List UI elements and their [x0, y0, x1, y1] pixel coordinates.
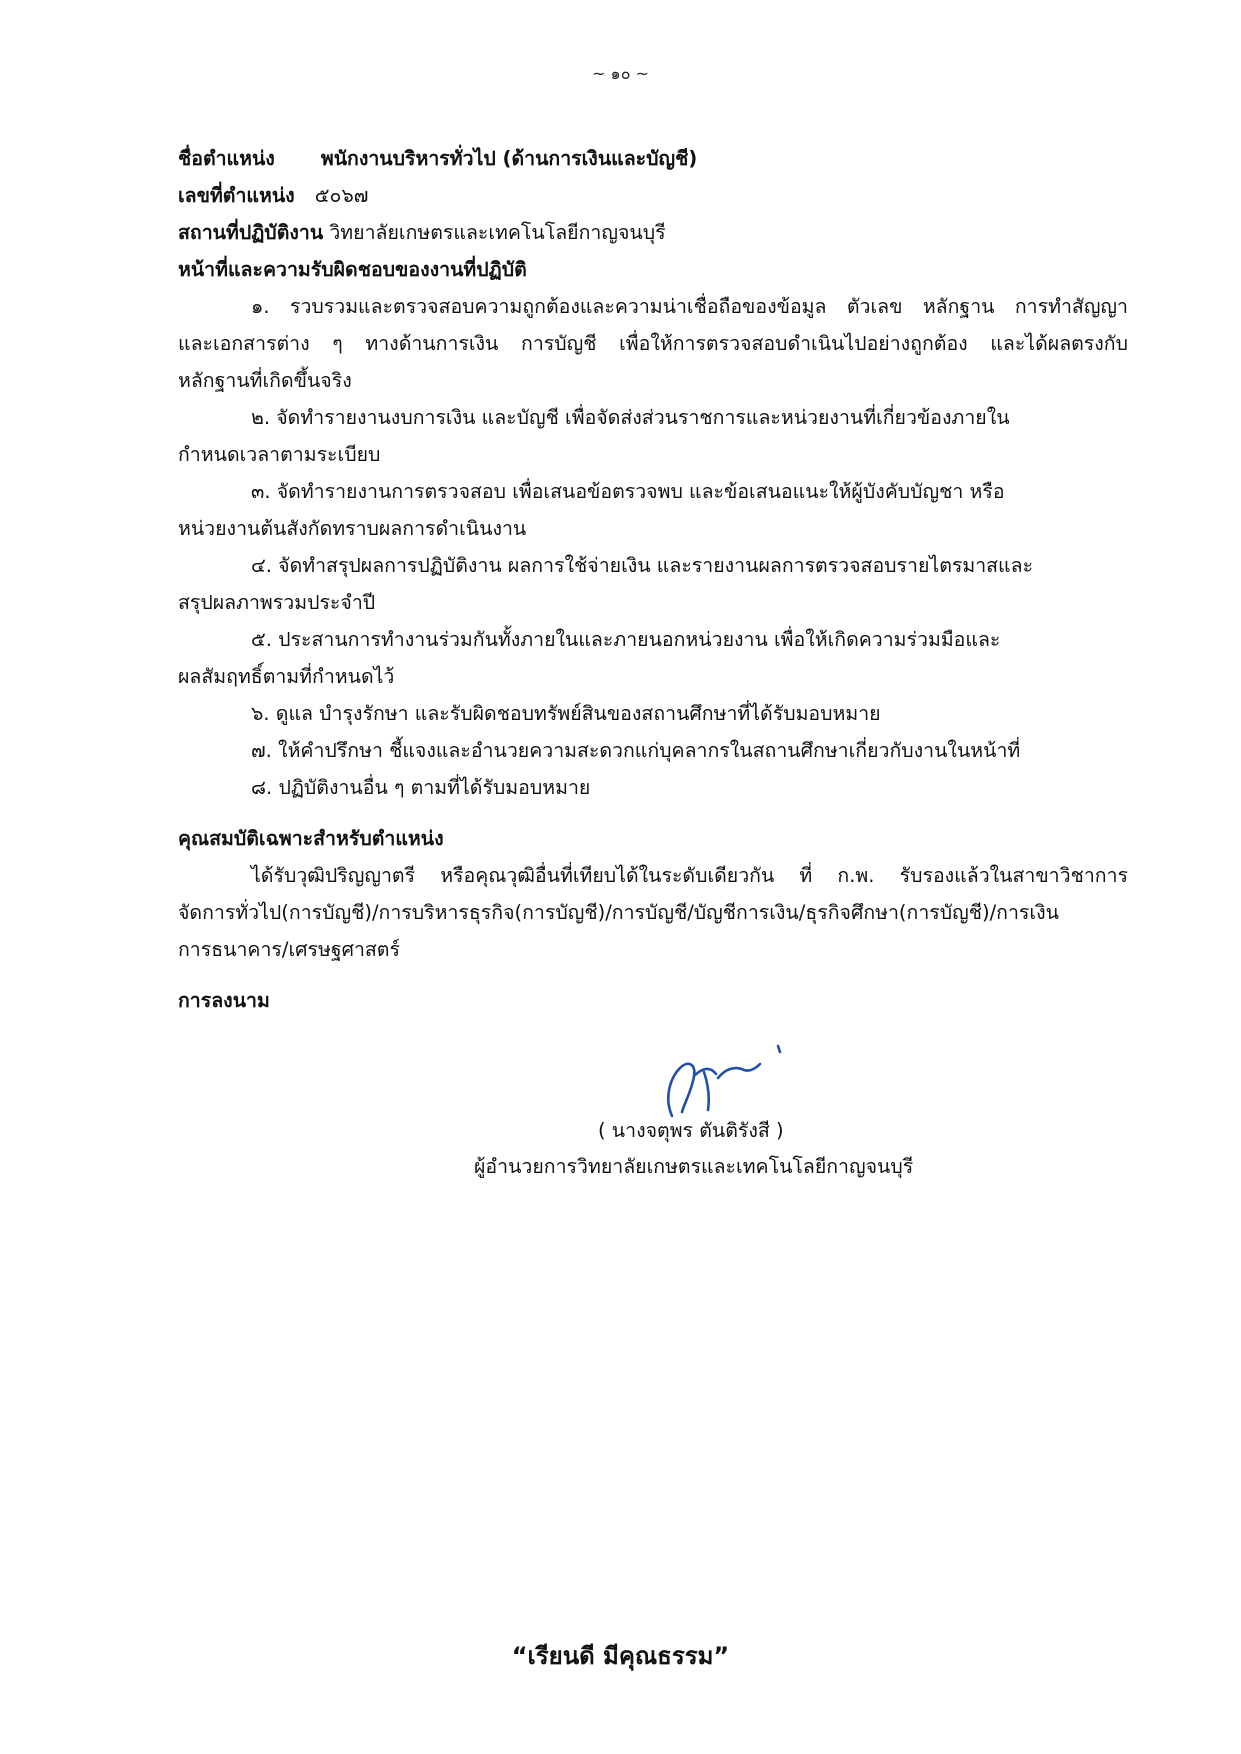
position-title-row — [178, 140, 1128, 177]
signatory-name: ( นางจตุพร ตันติรังสี ) — [598, 1119, 784, 1142]
signing-heading: การลงนาม — [178, 989, 270, 1012]
duties-heading: หน้าที่และความรับผิดชอบของงานที่ปฏิบัติ — [178, 258, 527, 281]
workplace-value: วิทยาลัยเกษตรและเทคโนโลยีกาญจนบุรี — [329, 221, 666, 244]
duty-line: ๓. จัดทำรายงานการตรวจสอบ เพื่อเสนอข้อตรวจพบ และข้อเสนอแนะให้ผู้บังคับบัญชา หรือ — [251, 480, 1005, 503]
duty-line: สรุปผลภาพรวมประจำปี — [178, 591, 376, 614]
signatory-title: ผู้อำนวยการวิทยาลัยเกษตรและเทคโนโลยีกาญจนบุรี — [474, 1155, 914, 1178]
qualification-line: จัดการทั่วไป(การบัญชี)/การบริหารธุรกิจ(การบัญชี)/การบัญชี/บัญชีการเงิน/ธุรกิจศึกษา(การบัญชี)/การเงิน — [178, 901, 1059, 924]
duty-line: ๒. จัดทำรายงานงบการเงิน และบัญชี เพื่อจัดส่งส่วนราชการและหน่วยงานที่เกี่ยวข้องภายใน — [251, 406, 1010, 429]
duty-item-7 — [178, 732, 1128, 769]
position-number-row — [178, 177, 1128, 214]
duty-item-3 — [178, 473, 1128, 547]
qualifications-text — [178, 857, 1128, 968]
qualification-line: ได้รับวุฒิปริญญาตรี หรือคุณวุฒิอื่นที่เทียบได้ในระดับเดียวกัน ที่ ก.พ. รับรองแล้วในสาขาวิชาการ — [251, 864, 1128, 887]
motto: “เรียนดี มีคุณธรรม” — [511, 1642, 730, 1670]
qualifications-heading: คุณสมบัติเฉพาะสำหรับตำแหน่ง — [178, 827, 444, 850]
duty-line: และเอกสารต่าง ๆ ทางด้านการเงิน การบัญชี เพื่อให้การตรวจสอบดำเนินไปอย่างถูกต้อง และได้ผลตรงกับ — [178, 332, 1128, 355]
position-number-value: ๕๐๖๗ — [314, 184, 369, 207]
duty-item-4 — [178, 547, 1128, 621]
duty-item-1 — [178, 288, 1128, 399]
duty-line: ๔. จัดทำสรุปผลการปฏิบัติงาน ผลการใช้จ่ายเงิน และรายงานผลการตรวจสอบรายไตรมาสและ — [251, 554, 1034, 577]
position-title-value: พนักงานบริหารทั่วไป (ด้านการเงินและบัญชี) — [320, 147, 698, 170]
page-number: ~ ๑๐ ~ — [592, 64, 649, 83]
duty-line: กำหนดเวลาตามระเบียบ — [178, 443, 381, 466]
duty-item-6 — [178, 695, 1128, 732]
workplace-row — [178, 214, 1128, 251]
duty-item-5 — [178, 621, 1128, 695]
duty-line: ๕. ประสานการทำงานร่วมกันทั้งภายในและภายนอกหน่วยงาน เพื่อให้เกิดความร่วมมือและ — [251, 628, 1001, 651]
duty-line: ๘. ปฏิบัติงานอื่น ๆ ตามที่ได้รับมอบหมาย — [251, 776, 591, 799]
duty-line: ๗. ให้คำปรึกษา ชี้แจงและอำนวยความสะดวกแก่บุคลากรในสถานศึกษาเกี่ยวกับงานในหน้าที่ — [251, 739, 1021, 762]
duty-line: หน่วยงานต้นสังกัดทราบผลการดำเนินงาน — [178, 517, 527, 540]
duty-item-2 — [178, 399, 1128, 473]
qualification-line: การธนาคาร/เศรษฐศาสตร์ — [178, 938, 400, 961]
duty-line: หลักฐานที่เกิดขึ้นจริง — [178, 369, 352, 392]
position-number-label: เลขที่ตำแหน่ง — [178, 184, 295, 207]
document-body — [178, 140, 1128, 1019]
workplace-label: สถานที่ปฏิบัติงาน — [178, 221, 324, 244]
duty-item-8 — [178, 769, 1128, 806]
duty-line: ผลสัมฤทธิ์ตามที่กำหนดไว้ — [178, 665, 395, 688]
duty-line: ๑. รวบรวมและตรวจสอบความถูกต้องและความน่าเชื่อถือของข้อมูล ตัวเลข หลักฐาน การทำสัญญา — [251, 295, 1128, 318]
position-title-label: ชื่อตำแหน่ง — [178, 147, 275, 170]
duty-line: ๖. ดูแล บำรุงรักษา และรับผิดชอบทรัพย์สินของสถานศึกษาที่ได้รับมอบหมาย — [251, 702, 881, 725]
